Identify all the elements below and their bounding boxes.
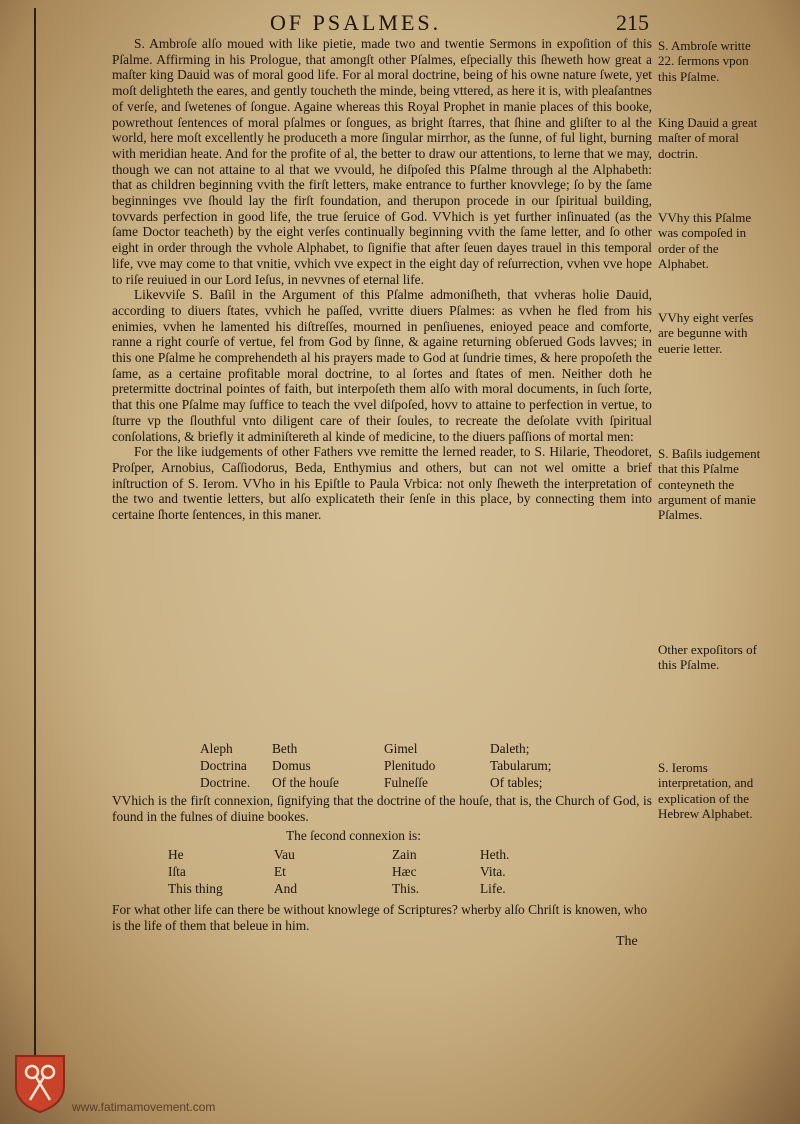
- table-cell: Zain: [392, 847, 417, 862]
- running-title: OF PSALMES.: [270, 10, 442, 35]
- table-cell: Of the houſe: [272, 775, 339, 790]
- table-row: [140, 880, 620, 897]
- table-cell: Life.: [480, 881, 506, 896]
- table-row: [172, 740, 652, 757]
- table-cell: Tabularum;: [490, 758, 552, 773]
- table-cell: Aleph: [200, 741, 233, 756]
- table-cell: Plenitudo: [384, 758, 436, 773]
- table-cell: Heth.: [480, 847, 510, 862]
- first-connexion: VVhich is the firſt connexion, ſignifying that the doctrine of the houſe, that is, the Church of God, is found in the fulnes of diuine bookes.: [112, 793, 652, 824]
- paragraph-ambrose: S. Ambroſe alſo moued with like pietie, made two and twentie Sermons in expoſition of this Pſalme. Affirming in his Prologue, that amongſt other Pſalmes, eſpecially this ſheweth how great a maſter king Dauid was of moral good life. For al moral doctrine, being of his owne nature ſwete, yet moſt delighteth the eares, and gently toucheth the minde, being vttered, as here it is, with pleaſantnes of verſe, and ſwetenes of ſongue. Againe whereas this Royal Prophet in manie places of this booke, powrethout ſentences of moral pſalmes or ſongues, as bright ſtarres, that ſhine and gliſter to al the world, here moſt excellently he produceth a more ſingular mirrhor, as the ſunne, of ful light, burning with meridian heate. And for the profite of al, the better to draw our attentions, to lerne that we may, though we can not attaine to al that we vvould, he diſpoſed this Pſalme through al the Alphabeth: that as children beginning vvith the firſt letters, make entrance to further knovvlege; ſo by the ſame beginninges vve ſhould lay the firſt foundation, and therupon procede in our ſpiritual building, tovvards perfection in good life, the true ſeruice of God. VVhich is yet further inſinuated (as the ſame Doctor teacheth) by the eight verſes continually beginning vvith the ſame letter, and ſo other eight in order through the vvhole Alphabet, to ſignifie that after ſeuen dayes trauel in this temporal life, vve may come to that vnitie, vvhich vve expect in the eight day of reſurrection, vvhen vve hope to riſe reuiued in our Lord Ieſus, in nevvnes of eternal life.: [112, 36, 652, 287]
- table-cell: Iſta: [168, 864, 186, 879]
- watermark-url: www.fatimamovement.com: [72, 1100, 216, 1114]
- table-cell: Gimel: [384, 741, 418, 756]
- side-note-ierom: S. Ieroms interpretation, and explication of the Hebrew Alphabet.: [658, 760, 754, 821]
- side-note-ambrose: S. Ambroſe writte 22. ſermons vpon this Pſalme.: [658, 38, 751, 84]
- papal-keys-shield-icon: [12, 1052, 68, 1114]
- paragraph-basil: Likevviſe S. Baſil in the Argument of this Pſalme admoniſheth, that vvheras holie Dauid, according to diuers ſtates, vvhich he paſſed, vvritte diuers Pſalmes: as vvhen he fled from his enimies, vvhen he lamented his diſtreſſes, mourned in penſiuenes, enioyed peace and comforte, ranne a right courſe of vertue, fel from God by ſinne, & againe returning obſerued Gods lavves; in this one Pſalme he comprehendeth al his prayers made to God at ſundrie times, & here propoſeth the ſame, as a certaine profitable moral doctrine, to al ſortes and ſtates of men. Neither doth he pretermitte doctrinal pointes of faith, but interpoſeth them alſo with moral documents, in ſuch ſorte, that this one Pſalme may ſuffice to teach the vvel diſpoſed, hovv to attaine to perfection in vertue, to ſturre vp the ſlouthful vnto diligent care of their ſoules, to recreate the deſolate vvith ſpiritual conſolations, & briefly it adminiſtereth al kinde of medicine, to the diuers paſſions of mortal men:: [112, 287, 652, 444]
- table-row: [172, 774, 652, 791]
- page-number: 215: [616, 10, 649, 35]
- table-cell: This thing: [168, 881, 223, 896]
- catchword: The: [616, 934, 638, 949]
- table-cell: Fulneſſe: [384, 775, 428, 790]
- table-row: [172, 757, 652, 774]
- table-row: [140, 846, 620, 863]
- table-cell: This.: [392, 881, 420, 896]
- table-cell: Doctrina: [200, 758, 247, 773]
- table-row: [140, 863, 620, 880]
- binding-rule: [34, 8, 36, 1088]
- table-cell: Et: [274, 864, 286, 879]
- side-note-basil: S. Baſils iudgement that this Pſalme conteyneth the argument of manie Pſalmes.: [658, 446, 761, 523]
- main-text: [112, 36, 652, 523]
- table-cell: He: [168, 847, 184, 862]
- table-cell: Vita.: [480, 864, 506, 879]
- alphabet-table-1: [172, 740, 652, 791]
- side-note-dauid: King Dauid a great maſter of moral doctrin.: [658, 115, 758, 161]
- table-cell: Of tables;: [490, 775, 543, 790]
- second-connexion-heading: The ſecond connexion is:: [286, 828, 421, 843]
- table-cell: Beth: [272, 741, 298, 756]
- table-cell: And: [274, 881, 298, 896]
- table-cell: Hæc: [392, 864, 417, 879]
- table-cell: Daleth;: [490, 741, 530, 756]
- side-note-alphabet: VVhy this Pſalme was compoſed in order of the Alphabet.: [658, 210, 752, 271]
- closing-sentence: For what other life can there be without knowlege of Scriptures? wherby alſo Chriſt is knowen, who is the life of them that beleue in him.: [112, 902, 648, 933]
- table-cell: Domus: [272, 758, 311, 773]
- table-cell: Vau: [274, 847, 295, 862]
- side-note-expositors: Other expoſitors of this Pſalme.: [658, 642, 757, 673]
- side-note-eight-verses: VVhy eight verſes are begunne with euerie letter.: [658, 310, 754, 356]
- paragraph-fathers: For the like iudgements of other Fathers vve remitte the lerned reader, to S. Hilarie, Theodoret, Proſper, Arnobius, Caſſiodorus, Beda, Enthymius and others, but can not wel omitte a brief inſtruction of S. Ierom. VVho in his Epiſtle to Paula Vrbica: not only ſheweth the interpretation of the two and twentie letters, but alſo explicateth their ſenſe in this place, by connecting them into certaine ſhorte ſentences, in this maner.: [112, 444, 652, 523]
- table-cell: Doctrine.: [200, 775, 251, 790]
- alphabet-table-2: [140, 846, 620, 897]
